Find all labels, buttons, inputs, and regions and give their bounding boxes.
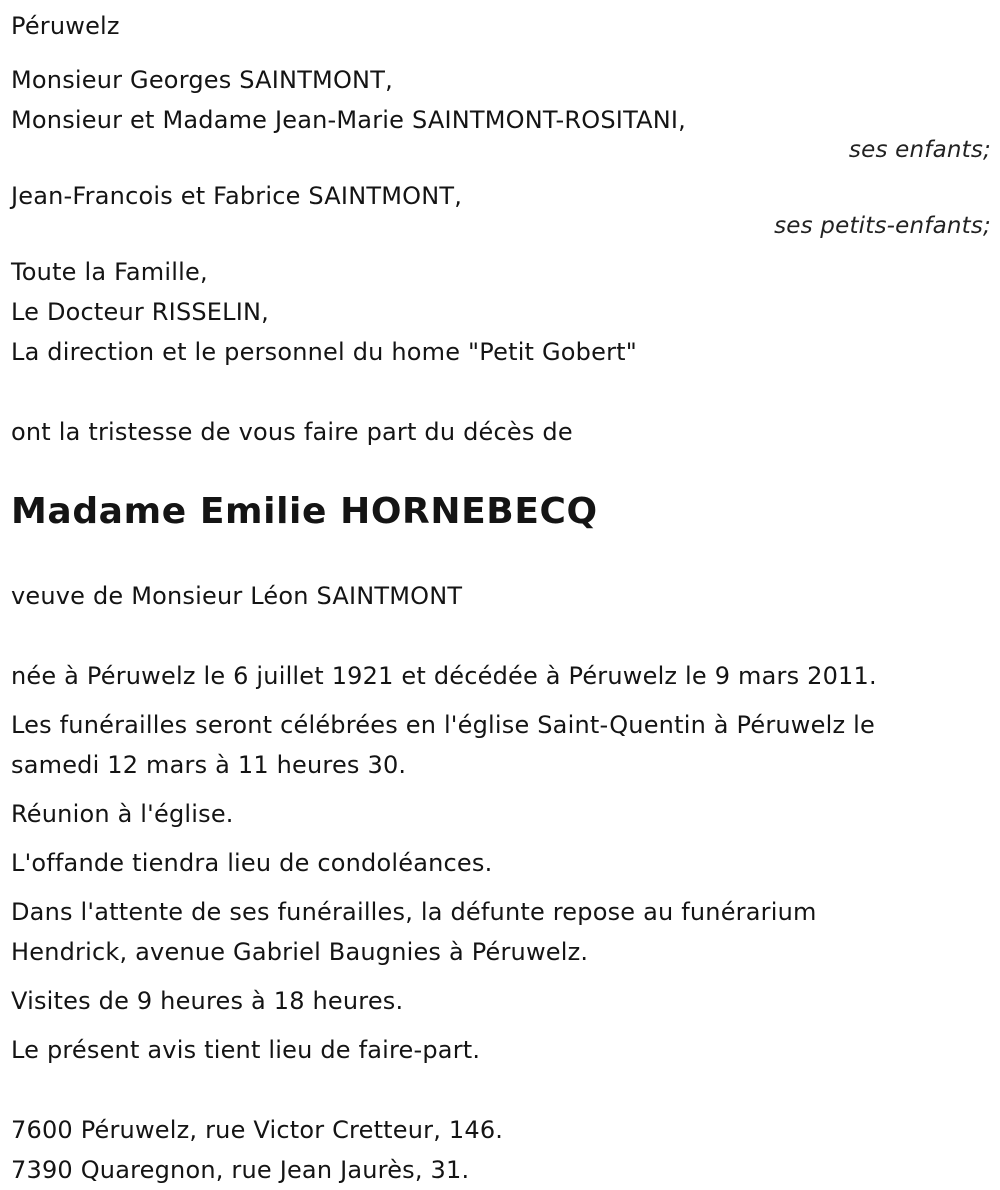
other-line: Le Docteur RISSELIN, — [11, 298, 270, 326]
address-line: 7600 Péruwelz, rue Victor Cretteur, 146. — [11, 1116, 504, 1144]
addresses-block — [11, 1110, 991, 1190]
grandchild-line: Jean-Francois et Fabrice SAINTMONT, — [11, 182, 463, 210]
detail-paragraph: Réunion à l'église. — [11, 800, 234, 828]
children-role: ses enfants; — [848, 137, 991, 163]
detail-paragraph: née à Péruwelz le 6 juillet 1921 et décédée à Péruwelz le 9 mars 2011. — [11, 662, 877, 690]
child-line: Monsieur Georges SAINTMONT, — [11, 66, 393, 94]
widow-of-text: veuve de Monsieur Léon SAINTMONT — [11, 582, 463, 610]
details-block — [11, 656, 991, 1070]
others-block — [11, 252, 991, 372]
children-block — [11, 60, 991, 162]
grandchildren-block — [11, 176, 991, 238]
detail-paragraph: Les funérailles seront célébrées en l'église Saint-Quentin à Péruwelz le samedi 12 mars à 11 heures 30. — [11, 711, 875, 779]
child-line: Monsieur et Madame Jean-Marie SAINTMONT-ROSITANI, — [11, 106, 686, 134]
detail-paragraph: Dans l'attente de ses funérailles, la défunte repose au funérarium Hendrick, avenue Gabriel Baugnies à Péruwelz. — [11, 898, 817, 966]
other-line: Toute la Famille, — [11, 258, 208, 286]
obituary-notice — [11, 0, 991, 1190]
announcement-text: ont la tristesse de vous faire part du décès de — [11, 418, 573, 446]
detail-paragraph: L'offande tiendra lieu de condoléances. — [11, 849, 493, 877]
detail-paragraph: Le présent avis tient lieu de faire-part. — [11, 1036, 481, 1064]
other-line: La direction et le personnel du home "Petit Gobert" — [11, 338, 637, 366]
grandchildren-role: ses petits-enfants; — [774, 213, 991, 239]
town-name: Péruwelz — [11, 12, 120, 40]
address-line: 7390 Quaregnon, rue Jean Jaurès, 31. — [11, 1156, 470, 1184]
deceased-name: Madame Emilie HORNEBECQ — [11, 491, 598, 532]
detail-paragraph: Visites de 9 heures à 18 heures. — [11, 987, 404, 1015]
